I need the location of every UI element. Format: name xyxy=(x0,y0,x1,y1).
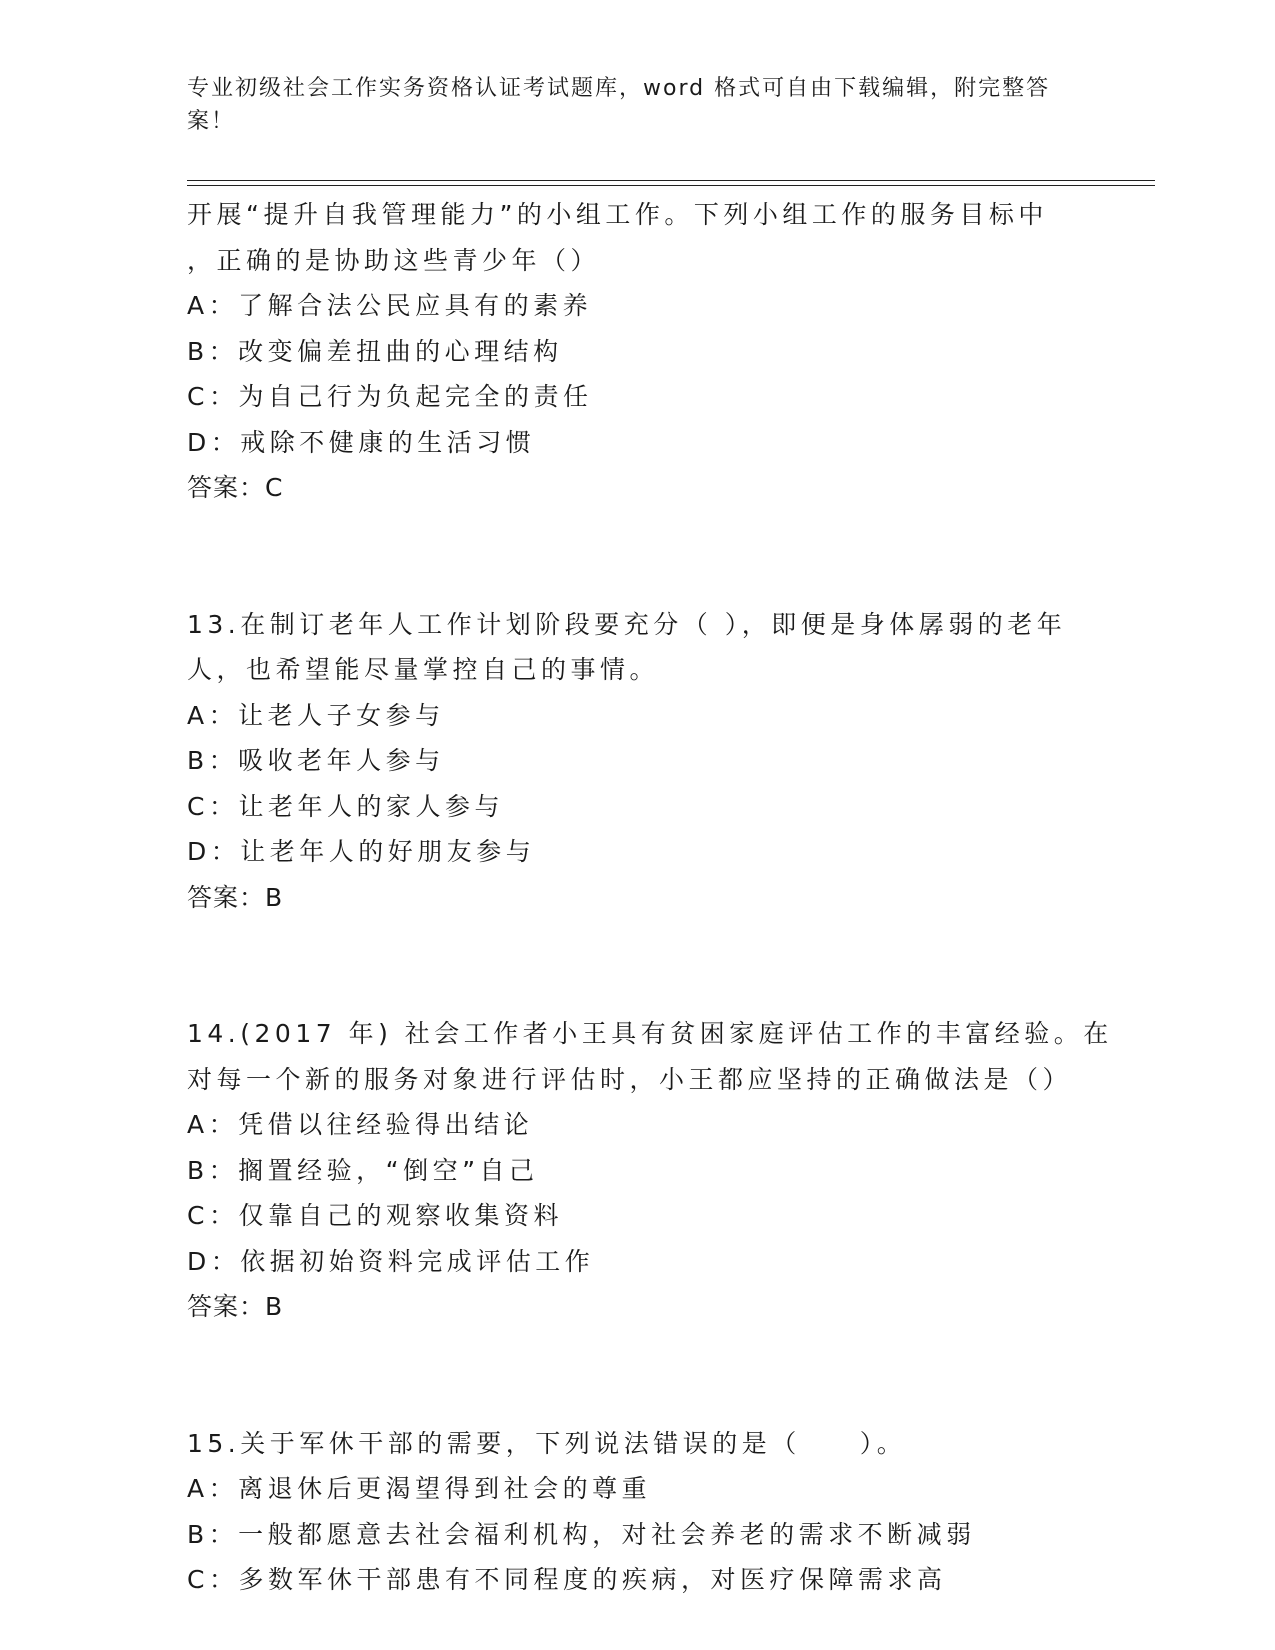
question-stem: 14.(2017 年) 社会工作者小王具有贫困家庭评估工作的丰富经验。在 xyxy=(187,1019,1113,1048)
option-a: A：让老人子女参与 xyxy=(187,700,445,730)
header-rule-bottom xyxy=(187,185,1155,186)
question-stem: 13.在制订老年人工作计划阶段要充分（ ），即便是身体孱弱的老年 xyxy=(187,609,1067,639)
document-header xyxy=(187,72,1067,138)
option-b: B：一般都愿意去社会福利机构，对社会养老的需求不断减弱 xyxy=(187,1519,976,1549)
spacer xyxy=(187,511,1087,602)
question-15 xyxy=(187,1421,1087,1603)
question-13 xyxy=(187,602,1087,921)
option-a: A：凭借以往经验得出结论 xyxy=(187,1110,534,1139)
option-c: C：让老年人的家人参与 xyxy=(187,791,504,821)
option-d: D：让老年人的好朋友参与 xyxy=(187,837,536,866)
option-b: B：搁置经验，“倒空”自己 xyxy=(187,1155,539,1185)
spacer xyxy=(187,920,1087,1011)
option-b: B：改变偏差扭曲的心理结构 xyxy=(187,336,563,366)
option-a: A：了解合法公民应具有的素养 xyxy=(187,291,593,320)
answer: 答案：C xyxy=(187,473,284,502)
question-stem: 15.关于军休干部的需要，下列说法错误的是（ ）。 xyxy=(187,1428,907,1458)
option-d: D：戒除不健康的生活习惯 xyxy=(187,427,536,457)
answer: 答案：B xyxy=(187,1292,284,1321)
question-list xyxy=(187,192,1113,1603)
header-line-1: 专业初级社会工作实务资格认证考试题库，word 格式可自由下载编辑，附完整答 xyxy=(187,76,1051,101)
question-stem: ，正确的是协助这些青少年（） xyxy=(187,245,601,275)
header-line-2: 案！ xyxy=(187,109,236,134)
option-c: C：仅靠自己的观察收集资料 xyxy=(187,1201,563,1230)
question-stem: 对每一个新的服务对象进行评估时，小王都应坚持的正确做法是（） xyxy=(187,1064,1073,1094)
question-14 xyxy=(187,1011,1113,1330)
question-stem: 人，也希望能尽量掌控自己的事情。 xyxy=(187,655,660,684)
option-b: B：吸收老年人参与 xyxy=(187,746,445,775)
header-rule-top xyxy=(187,180,1155,181)
spacer xyxy=(187,1330,1087,1421)
option-c: C：多数军休干部患有不同程度的疾病，对医疗保障需求高 xyxy=(187,1565,947,1594)
answer: 答案：B xyxy=(187,882,284,912)
option-c: C：为自己行为负起完全的责任 xyxy=(187,382,593,411)
question-stem: 开展“提升自我管理能力”的小组工作。下列小组工作的服务目标中 xyxy=(187,200,1048,229)
option-d: D：依据初始资料完成评估工作 xyxy=(187,1246,595,1276)
question-12 xyxy=(187,192,1087,511)
option-a: A：离退休后更渴望得到社会的尊重 xyxy=(187,1474,652,1503)
